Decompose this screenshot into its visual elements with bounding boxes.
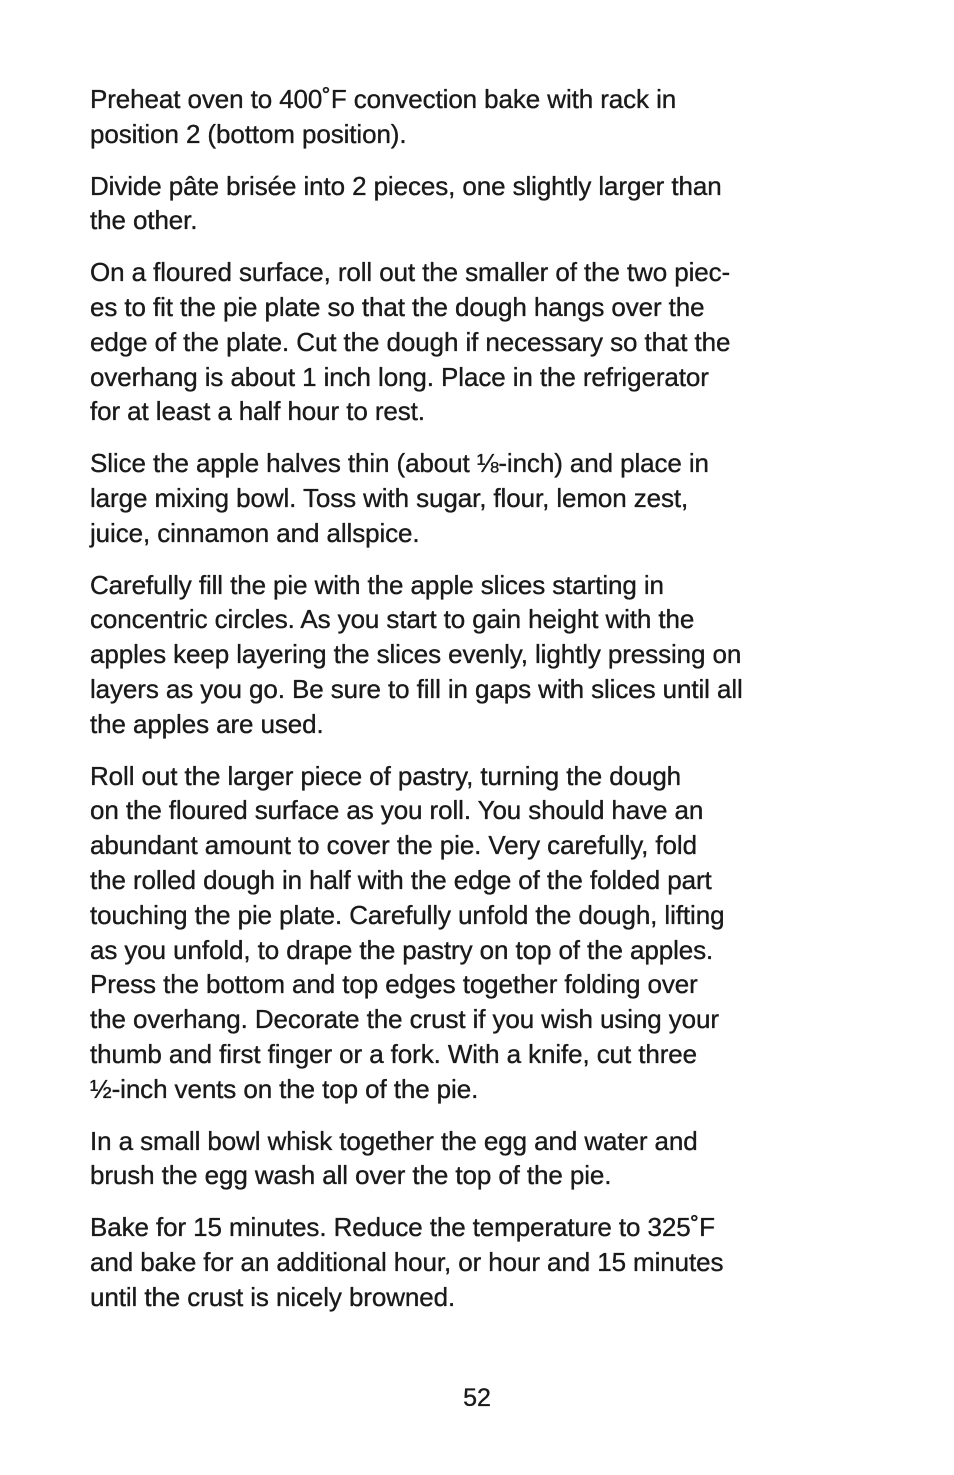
instruction-preheat: Preheat oven to 400˚F convection bake with rack in position 2 (bottom position). — [90, 84, 677, 149]
instruction-roll-bottom-crust: On a floured surface, roll out the smaller of the two piec- es to fit the pie plate so that the dough hangs over the edge of the plate. Cut the dough if necessary so that the overhang is about 1 inch long. Place in the refrigerator for at least a half hour to rest. — [90, 257, 731, 427]
instruction-top-crust: Roll out the larger piece of pastry, turning the dough on the floured surface as you roll. You should have an abundant amount to cover the pie. Very carefully, fold the rolled dough in half with the edge of the folded part touching the pie plate. Carefully unfold the dough, lifting as you unfold, to drape the pastry on top of the apples. Press the bottom and top edges together folding over the overhang. Decorate the crust if you wish using your thumb and first finger or a fork. With a knife, cut three ½-inch vents on the top of the pie. — [90, 760, 725, 1104]
page-number: 52 — [463, 1384, 491, 1412]
instruction-egg-wash: In a small bowl whisk together the egg and water and brush the egg wash all over the top of the pie. — [90, 1125, 698, 1191]
recipe-instructions — [90, 82, 870, 1332]
instruction-slice-apples: Slice the apple halves thin (about ⅛-inch) and place in large mixing bowl. Toss with sugar, flour, lemon zest, juice, cinnamon and allspice. — [90, 448, 709, 548]
instruction-fill-pie: Carefully fill the pie with the apple slices starting in concentric circles. As you start to gain height with the apples keep layering the slices evenly, lightly pressing on layers as you go. Be sure to fill in gaps with slices until all the apples are used. — [90, 569, 743, 739]
instruction-bake: Bake for 15 minutes. Reduce the temperature to 325˚F and bake for an additional hour, or hour and 15 minutes until the crust is nicely browned. — [90, 1212, 724, 1312]
instruction-divide-dough: Divide pâte brisée into 2 pieces, one slightly larger than the other. — [90, 170, 722, 236]
